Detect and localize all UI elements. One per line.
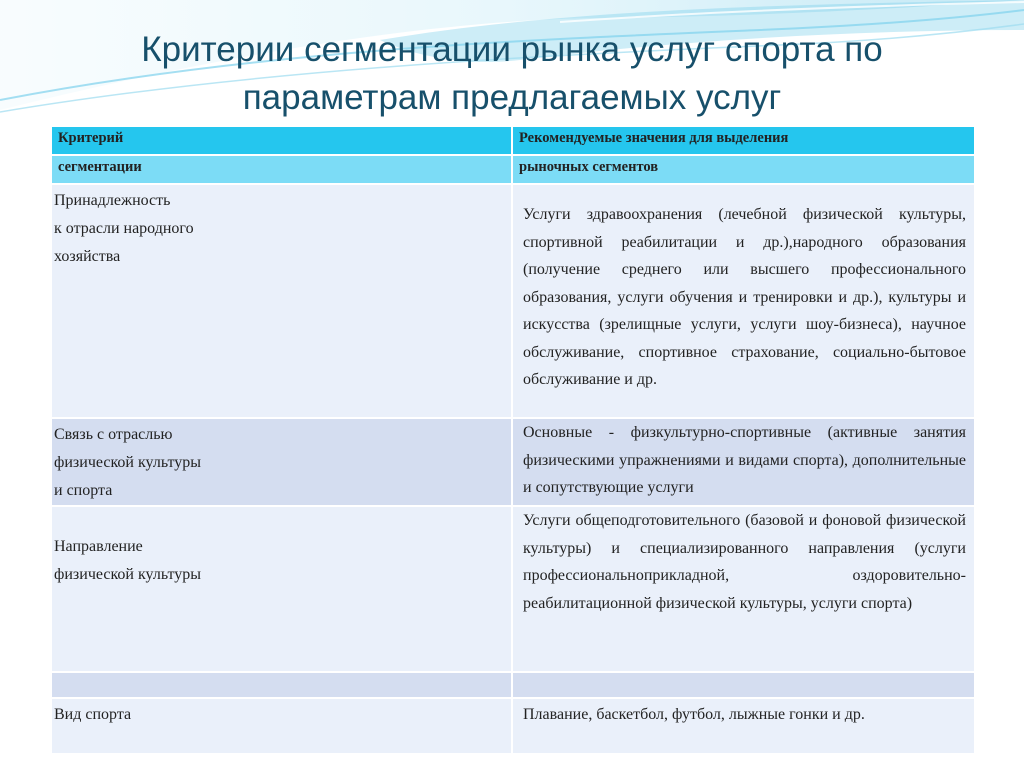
- criterion-line: физической культуры: [54, 454, 202, 471]
- segmentation-table: [50, 125, 976, 755]
- criterion-cell: [51, 418, 512, 506]
- title-line-2: параметрам предлагаемых услуг: [242, 78, 782, 117]
- criterion-cell: [51, 506, 512, 672]
- criterion-line: хозяйства: [54, 248, 121, 265]
- title-line-1: Критерии сегментации рынка услуг спорта по: [141, 30, 883, 69]
- value-cell: Плавание, баскетбол, футбол, лыжные гонки и др.: [512, 698, 975, 754]
- page-title: [40, 26, 984, 122]
- value-cell: Основные - физкультурно-спортивные (активные занятия физическими упражнениями и видами спорта), дополнительные и сопутствующие услуги: [512, 418, 975, 506]
- table-row: [51, 418, 975, 506]
- table-header-row-2: [51, 155, 975, 184]
- criterion-line: и спорта: [54, 482, 113, 499]
- header-values: Рекомендуемые значения для выделения: [512, 126, 975, 155]
- criterion-line: Направление: [54, 538, 143, 555]
- table-row: [51, 698, 975, 754]
- criterion-line: к отрасли народного: [54, 220, 194, 237]
- criterion-cell: [51, 672, 512, 698]
- criterion-cell: [51, 184, 512, 418]
- table-header-row-1: [51, 126, 975, 155]
- criterion-line: физической культуры: [54, 566, 202, 583]
- value-cell: Услуги общеподготовительного (базовой и фоновой физической культуры) и специализированного направления (услуги профессиональноприкладной, оздоровительно-реабилитационной физической культуры, услуги спорта): [512, 506, 975, 672]
- criterion-line: Вид спорта: [54, 706, 132, 723]
- criterion-line: Связь с отраслью: [54, 426, 173, 443]
- header-values-cont: рыночных сегментов: [512, 155, 975, 184]
- table-row: [51, 506, 975, 672]
- table-row-empty: [51, 672, 975, 698]
- value-cell: Услуги здравоохранения (лечебной физической культуры, спортивной реабилитации и др.),народного образования (получение среднего или высшего профессионального образования, услуги обучения и тренировки и др.), культуры и искусства (зрелищные услуги, услуги шоу-бизнеса), научное обслуживание, спортивное страхование, социально-бытовое обслуживание и др.: [512, 184, 975, 418]
- header-criterion-cont: сегментации: [51, 155, 512, 184]
- table-row: [51, 184, 975, 418]
- value-cell: [512, 672, 975, 698]
- criterion-line: Принадлежность: [54, 192, 171, 209]
- header-criterion: Критерий: [51, 126, 512, 155]
- criterion-cell: [51, 698, 512, 754]
